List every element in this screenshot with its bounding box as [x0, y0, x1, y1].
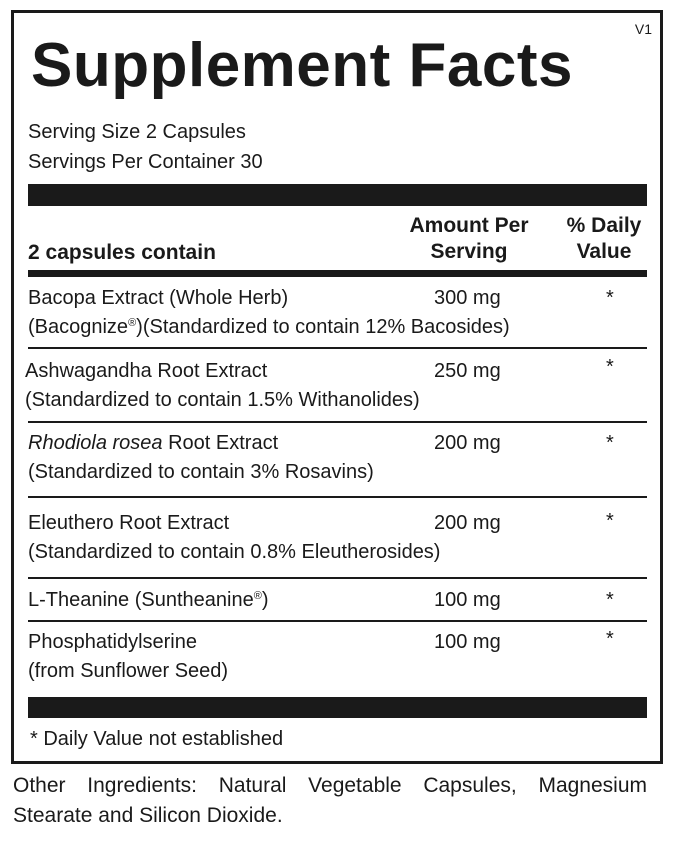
supplement-facts-panel: [11, 10, 663, 764]
ingredient-name: Phosphatidylserine (from Sunflower Seed): [28, 631, 229, 682]
header-amount: Amount Per Serving: [409, 214, 529, 263]
ingredient-amount: 100 mg: [434, 631, 501, 653]
header-daily-value: % Daily Value: [566, 214, 642, 263]
thick-divider-bottom: [28, 697, 647, 718]
ingredient-name: L-Theanine (Suntheanine®): [28, 589, 269, 611]
ingredient-amount: 250 mg: [434, 360, 501, 382]
ingredient-amount: 200 mg: [434, 512, 501, 534]
ingredient-name: Bacopa Extract (Whole Herb) (Bacognize®)(Standardized to contain 12% Bacosides): [28, 287, 510, 338]
row-divider: [28, 496, 647, 498]
ingredient-daily-value: *: [606, 432, 614, 454]
ingredient-daily-value: *: [606, 287, 614, 309]
header-contain: 2 capsules contain: [28, 241, 216, 264]
row-divider: [28, 347, 647, 349]
serving-size: Serving Size 2 Capsules: [28, 121, 246, 143]
thick-divider-top: [28, 184, 647, 206]
version-label: V1: [634, 21, 652, 37]
ingredient-name: Eleuthero Root Extract (Standardized to contain 0.8% Eleutherosides): [28, 512, 441, 563]
ingredient-daily-value: *: [606, 589, 614, 611]
ingredient-amount: 300 mg: [434, 287, 501, 309]
panel-title: Supplement Facts: [31, 31, 573, 100]
row-divider: [28, 577, 647, 579]
ingredient-amount: 200 mg: [434, 432, 501, 454]
row-divider: [28, 421, 647, 423]
ingredient-daily-value: *: [606, 356, 614, 378]
other-ingredients: Other Ingredients: Natural Vegetable Capsules, Magnesium Stearate and Silicon Dioxide.: [13, 774, 647, 827]
ingredient-name: Ashwagandha Root Extract (Standardized to contain 1.5% Withanolides): [25, 360, 420, 411]
ingredient-daily-value: *: [606, 628, 614, 650]
row-divider: [28, 620, 647, 622]
ingredient-name: Rhodiola rosea Root Extract (Standardized to contain 3% Rosavins): [28, 432, 374, 483]
servings-per-container: Servings Per Container 30: [28, 151, 263, 173]
daily-value-footnote: * Daily Value not established: [30, 728, 284, 750]
ingredient-daily-value: *: [606, 510, 614, 532]
ingredient-amount: 100 mg: [434, 589, 501, 611]
medium-divider: [28, 270, 647, 277]
